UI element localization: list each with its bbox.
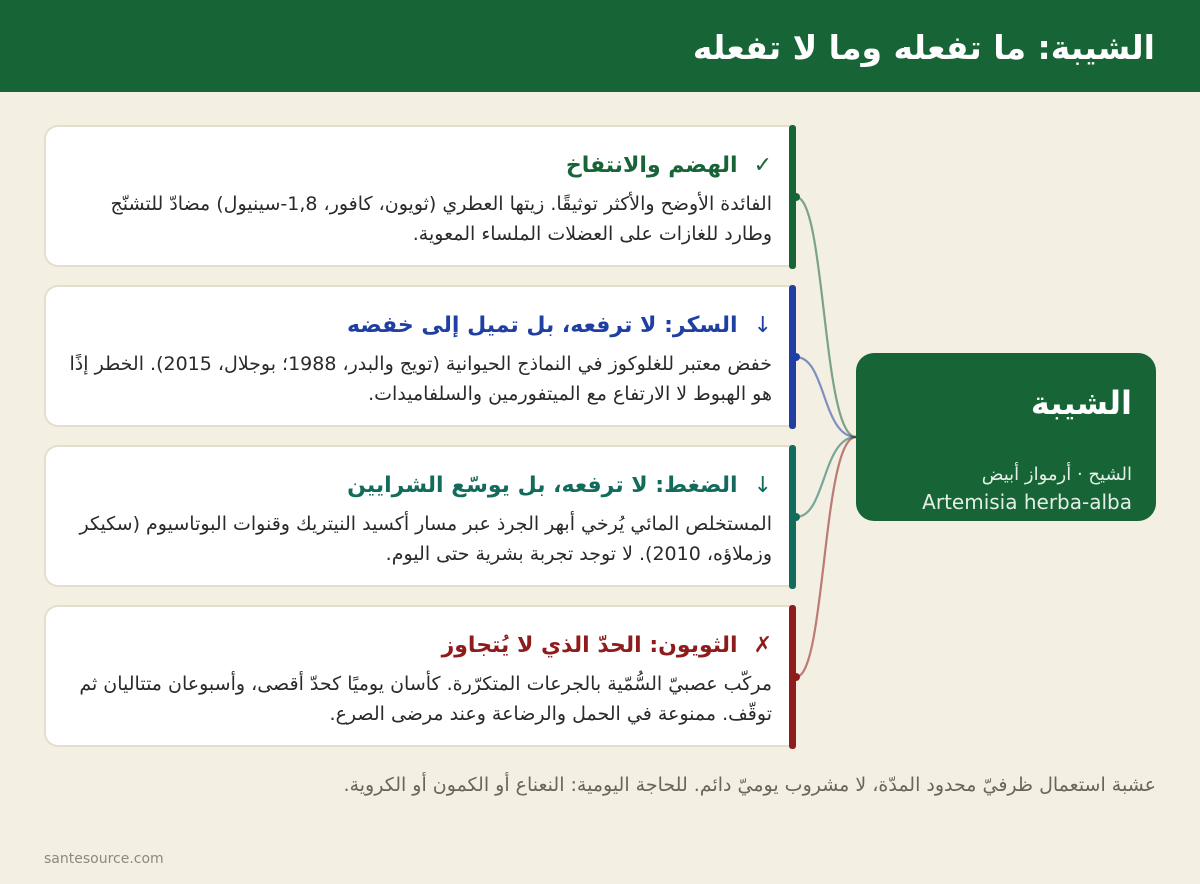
- hub-title: الشيبة: [1030, 384, 1132, 422]
- arrow-down-icon: ↓: [753, 473, 772, 498]
- card-title-text: السكر: لا ترفعه، بل تميل إلى خفضه: [346, 313, 738, 338]
- card-body: الفائدة الأوضح والأكثر توثيقًا. زيتها العطري (ثويون، كافور، 1,8-سينيول) مضادّ للتشنّج وطارد للغازات على العضلات الملساء المعوية.: [110, 193, 772, 245]
- card-accent-bar: [789, 125, 796, 269]
- card-pressure: [44, 445, 790, 587]
- footnote: عشبة استعمال ظرفيّ محدود المدّة، لا مشروب يوميّ دائم. للحاجة اليومية: النعناع أو الكمون أو الكروية.: [343, 774, 1156, 796]
- card-title-text: الثويون: الحدّ الذي لا يُتجاوز: [441, 633, 738, 658]
- card-sugar: [44, 285, 790, 427]
- hub-latin-name: Artemisia herba-alba: [922, 490, 1132, 514]
- card-accent-bar: [789, 445, 796, 589]
- hub-subtitle: الشيح · أرمواز أبيض: [981, 464, 1132, 485]
- card-body: خفض معتبر للغلوكوز في النماذج الحيوانية (تويج والبدر، 1988؛ بوجلال، 2015). الخطر إذًا هو الهبوط لا الارتفاع مع الميتفورمين والسلفاميدات.: [69, 353, 772, 405]
- card-title-text: الضغط: لا ترفعه، بل يوسّع الشرايين: [347, 473, 738, 498]
- card-title: [72, 471, 772, 501]
- source-credit: santesource.com: [44, 851, 164, 867]
- card-title: [72, 311, 772, 341]
- hub-node: [856, 353, 1156, 521]
- card-body: مركّب عصبيّ السُّمّية بالجرعات المتكرّرة. كأسان يوميًا كحدّ أقصى، وأسبوعان متتاليان ثم توقّف. ممنوعة في الحمل والرضاعة وعند مرضى الصرع.: [79, 673, 772, 725]
- connector-sugar: [796, 357, 856, 437]
- card-accent-bar: [789, 285, 796, 429]
- page-title: الشيبة: ما تفعله وما لا تفعله: [692, 28, 1155, 67]
- card-body: المستخلص المائي يُرخي أبهر الجرذ عبر مسار أكسيد النيتريك وقنوات البوتاسيوم (سكيكر وزملاؤه، 2010). لا توجد تجربة بشرية حتى اليوم.: [79, 513, 772, 565]
- card-digestion: [44, 125, 790, 267]
- card-thujone: [44, 605, 790, 747]
- check-icon: ✓: [753, 153, 772, 178]
- cross-icon: ✗: [753, 633, 772, 658]
- arrow-down-icon: ↓: [753, 313, 772, 338]
- card-title: [72, 151, 772, 181]
- connector-pressure: [796, 437, 856, 517]
- card-title-text: الهضم والانتفاخ: [565, 153, 738, 178]
- card-title: [72, 631, 772, 661]
- card-accent-bar: [789, 605, 796, 749]
